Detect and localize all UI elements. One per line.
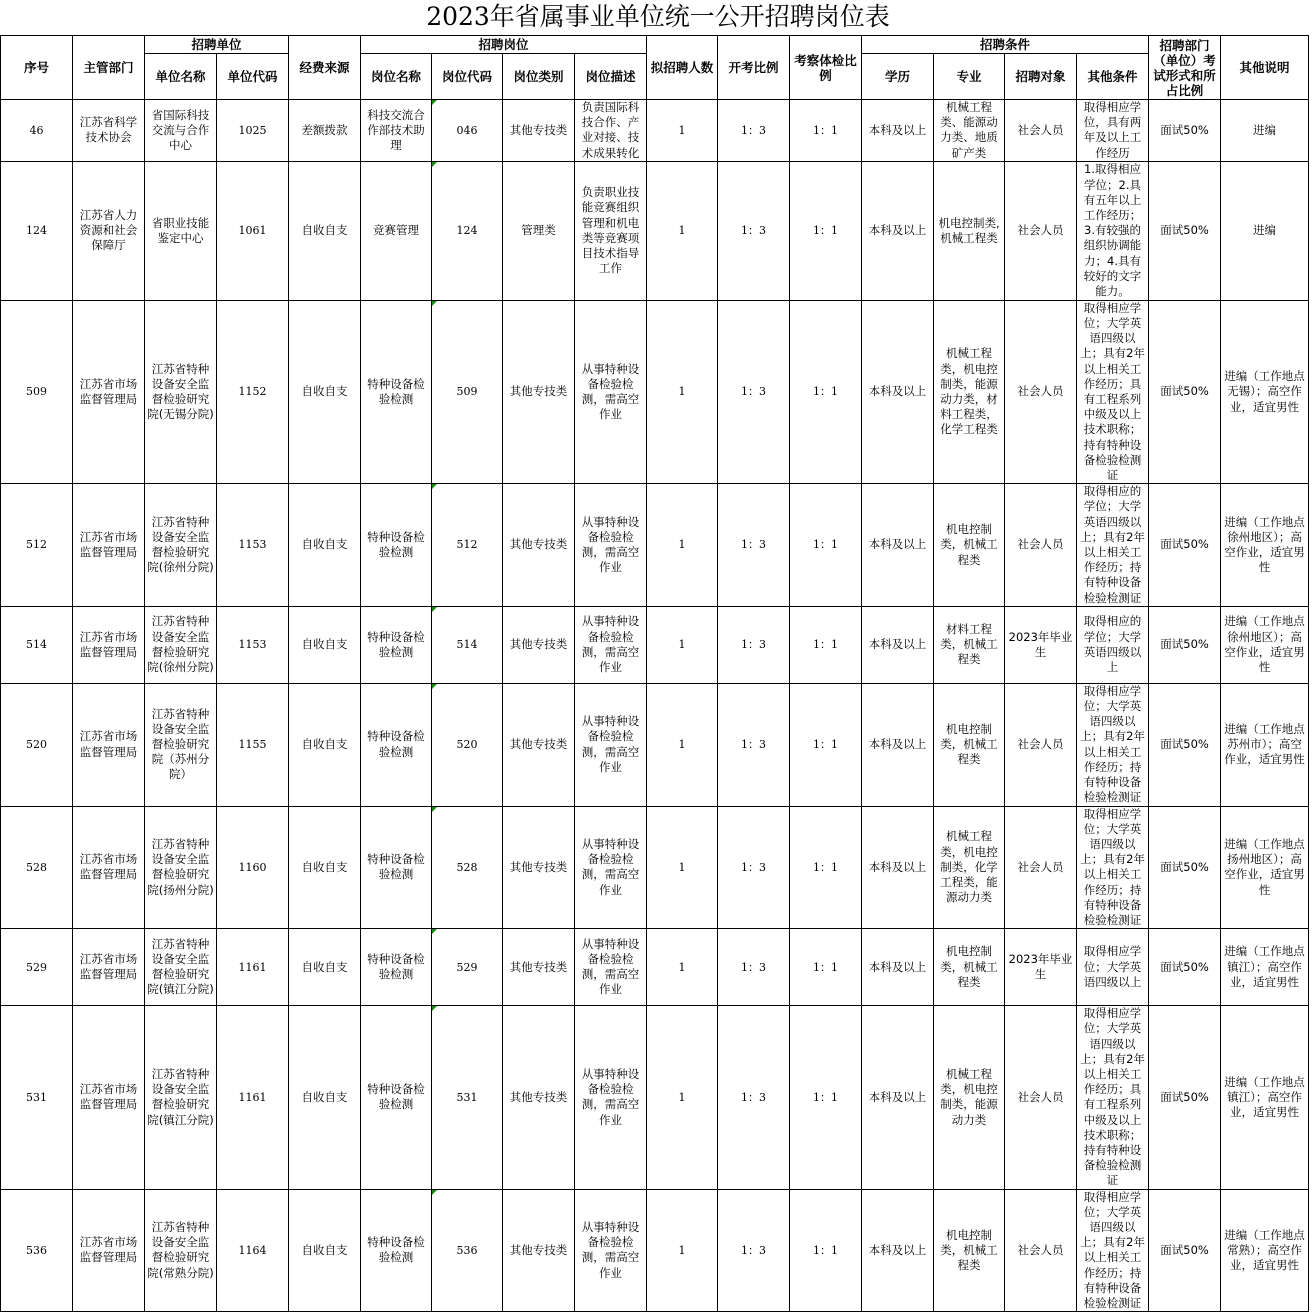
cell-post-code-text: 124: [457, 224, 478, 237]
cell-unit-code: 1153: [217, 606, 289, 683]
cell-check-ratio: 1：1: [790, 806, 862, 929]
header-unit-name: 单位名称: [145, 54, 217, 100]
cell-post-name: 特种设备检验检测: [361, 1189, 432, 1312]
cell-exam-form: 面试50%: [1149, 484, 1221, 607]
cell-major: 材料工程类，机械工程类: [934, 606, 1005, 683]
cell-planned: 1: [647, 100, 718, 162]
cell-major: 机电控制类，机械工程类: [934, 1189, 1005, 1312]
cell-post-name: 特种设备检验检测: [361, 806, 432, 929]
cell-unit-code: 1152: [217, 300, 289, 483]
header-planned: 拟招聘人数: [647, 36, 718, 100]
cell-post-code: [432, 161, 503, 300]
cell-funding: 自收自支: [289, 300, 361, 483]
table-row: [1, 606, 1316, 683]
cell-unit-name: 江苏省特种设备安全监督检验研究院(扬州分院): [145, 806, 217, 929]
cell-planned: 1: [647, 683, 718, 806]
cell-post-name: 竞赛管理: [361, 161, 432, 300]
cell-unit-code: 1161: [217, 929, 289, 1006]
cell-post-code: [432, 484, 503, 607]
header-post-type: 岗位类别: [503, 54, 575, 100]
cell-exam-ratio: 1：3: [718, 161, 790, 300]
cell-post-type: 其他专技类: [503, 1189, 575, 1312]
cell-post-code-text: 520: [457, 738, 478, 751]
cell-post-code-text: 512: [457, 538, 478, 551]
cell-edu: 本科及以上: [862, 1006, 934, 1189]
header-unit-group: 招聘单位: [145, 36, 289, 54]
cell-major: 机械工程类，机电控制类，化学工程类，能源动力类: [934, 806, 1005, 929]
cell-unit-name: 江苏省特种设备安全监督检验研究院(无锡分院): [145, 300, 217, 483]
cell-check-ratio: 1：1: [790, 683, 862, 806]
cell-comment-marker: [432, 484, 437, 489]
cell-edu: 本科及以上: [862, 100, 934, 162]
cell-planned: 1: [647, 1006, 718, 1189]
cell-post-desc: 从事特种设备检验检测，需高空作业: [575, 606, 647, 683]
header-post-desc: 岗位描述: [575, 54, 647, 100]
cell-funding: 自收自支: [289, 161, 361, 300]
cell-dept: 江苏省市场监督管理局: [73, 929, 145, 1006]
cell-unit-name: 省职业技能鉴定中心: [145, 161, 217, 300]
cell-other-cond: 取得相应学位；大学英语四级以上；具有2年以上相关工作经历；具有工程系列中级及以上技术职称；持有特种设备检验检测证: [1077, 1006, 1149, 1189]
cell-remarks: 进编（工作地点镇江）；高空作业，适宜男性: [1221, 929, 1309, 1006]
cell-exam-ratio: 1：3: [718, 100, 790, 162]
cell-post-code-text: 536: [457, 1244, 478, 1257]
cell-target: 社会人员: [1005, 683, 1077, 806]
cell-post-name: 特种设备检验检测: [361, 1006, 432, 1189]
cell-funding: 自收自支: [289, 1189, 361, 1312]
cell-post-desc: 从事特种设备检验检测，需高空作业: [575, 929, 647, 1006]
cell-major: 机电控制类，机械工程类: [934, 683, 1005, 806]
cell-dept: 江苏省人力资源和社会保障厅: [73, 161, 145, 300]
cell-post-name: 特种设备检验检测: [361, 484, 432, 607]
cell-check-ratio: 1：1: [790, 100, 862, 162]
cell-other-cond: 取得相应的学位；大学英语四级以上: [1077, 606, 1149, 683]
cell-post-type: 其他专技类: [503, 606, 575, 683]
cell-post-code: [432, 100, 503, 162]
cell-exam-ratio: 1：3: [718, 1189, 790, 1312]
cell-major: 机械工程类，机电控制类，能源动力类，材料工程类，化学工程类: [934, 300, 1005, 483]
cell-target: 社会人员: [1005, 1189, 1077, 1312]
cell-exam-form: 面试50%: [1149, 1189, 1221, 1312]
cell-check-ratio: 1：1: [790, 929, 862, 1006]
table-row: [1, 100, 1316, 162]
cell-dept: 江苏省市场监督管理局: [73, 606, 145, 683]
cell-remarks: 进编（工作地点徐州地区）；高空作业，适宜男性: [1221, 606, 1309, 683]
cell-unit-code: 1061: [217, 161, 289, 300]
cell-comment-marker: [432, 301, 437, 306]
header-funding: 经费来源: [289, 36, 361, 100]
cell-edu: 本科及以上: [862, 484, 934, 607]
cell-edu: 本科及以上: [862, 806, 934, 929]
cell-post-type: 其他专技类: [503, 929, 575, 1006]
cell-target: 社会人员: [1005, 484, 1077, 607]
cell-comment-marker: [432, 929, 437, 934]
cell-seq: 531: [1, 1006, 73, 1189]
cell-post-name: 科技交流合作部技术助理: [361, 100, 432, 162]
cell-comment-marker: [432, 100, 437, 105]
cell-post-code: [432, 806, 503, 929]
cell-seq: 528: [1, 806, 73, 929]
header-other-cond: 其他条件: [1077, 54, 1149, 100]
cell-exam-form: 面试50%: [1149, 606, 1221, 683]
cell-other-cond: 取得相应学位，具有两年及以上工作经历: [1077, 100, 1149, 162]
cell-remarks: 进编（工作地点常熟）；高空作业，适宜男性: [1221, 1189, 1309, 1312]
cell-seq: 124: [1, 161, 73, 300]
cell-major: 机电控制类，机械工程类: [934, 929, 1005, 1006]
cell-dept: 江苏省市场监督管理局: [73, 806, 145, 929]
cell-planned: 1: [647, 606, 718, 683]
cell-unit-name: 江苏省特种设备安全监督检验研究院(徐州分院): [145, 484, 217, 607]
cell-check-ratio: 1：1: [790, 484, 862, 607]
cell-exam-ratio: 1：3: [718, 683, 790, 806]
cell-target: 社会人员: [1005, 100, 1077, 162]
cell-remarks: 进编（工作地点苏州市）；高空作业，适宜男性: [1221, 683, 1309, 806]
cell-exam-form: 面试50%: [1149, 929, 1221, 1006]
table-row: [1, 1189, 1316, 1312]
cell-post-name: 特种设备检验检测: [361, 606, 432, 683]
cell-target: 社会人员: [1005, 1006, 1077, 1189]
cell-dept: 江苏省市场监督管理局: [73, 484, 145, 607]
cell-planned: 1: [647, 484, 718, 607]
cell-exam-ratio: 1：3: [718, 606, 790, 683]
header-exam-ratio: 开考比例: [718, 36, 790, 100]
header-post-name: 岗位名称: [361, 54, 432, 100]
cell-edu: 本科及以上: [862, 300, 934, 483]
header-exam-form: 招聘部门（单位）考试形式和所占比例: [1149, 36, 1221, 100]
cell-seq: 509: [1, 300, 73, 483]
header-post-group: 招聘岗位: [361, 36, 647, 54]
cell-post-desc: 负责职业技能竞赛组织管理和机电类等竞赛项目技术指导工作: [575, 161, 647, 300]
cell-unit-name: 省国际科技交流与合作中心: [145, 100, 217, 162]
cell-unit-code: 1164: [217, 1189, 289, 1312]
cell-planned: 1: [647, 161, 718, 300]
cell-comment-marker: [432, 607, 437, 612]
cell-post-desc: 从事特种设备检验检测，需高空作业: [575, 806, 647, 929]
cell-exam-form: 面试50%: [1149, 161, 1221, 300]
cell-unit-name: 江苏省特种设备安全监督检验研究院（苏州分院）: [145, 683, 217, 806]
table-row: [1, 300, 1316, 483]
cell-unit-code: 1153: [217, 484, 289, 607]
cell-post-type: 其他专技类: [503, 683, 575, 806]
cell-post-type: 其他专技类: [503, 1006, 575, 1189]
cell-post-type: 其他专技类: [503, 806, 575, 929]
table-body: [1, 100, 1316, 1312]
cell-unit-code: 1161: [217, 1006, 289, 1189]
table-row: [1, 929, 1316, 1006]
cell-post-type: 其他专技类: [503, 100, 575, 162]
cell-planned: 1: [647, 929, 718, 1006]
cell-post-desc: 从事特种设备检验检测，需高空作业: [575, 683, 647, 806]
cell-major: 机械工程类，机电控制类，能源动力类: [934, 1006, 1005, 1189]
cell-comment-marker: [432, 807, 437, 812]
cell-post-type: 管理类: [503, 161, 575, 300]
header-target: 招聘对象: [1005, 54, 1077, 100]
table-header: [1, 36, 1316, 100]
cell-remarks: 进编（工作地点徐州地区）；高空作业，适宜男性: [1221, 484, 1309, 607]
cell-remarks: 进编（工作地点镇江）；高空作业，适宜男性: [1221, 1006, 1309, 1189]
cell-post-code-text: 509: [457, 385, 478, 398]
cell-exam-form: 面试50%: [1149, 1006, 1221, 1189]
cell-check-ratio: 1：1: [790, 1006, 862, 1189]
cell-post-desc: 从事特种设备检验检测，需高空作业: [575, 300, 647, 483]
header-check-ratio: 考察体检比例: [790, 36, 862, 100]
cell-post-code: [432, 929, 503, 1006]
cell-exam-ratio: 1：3: [718, 1006, 790, 1189]
header-dept: 主管部门: [73, 36, 145, 100]
cell-major: 机电控制类,机械工程类: [934, 161, 1005, 300]
cell-unit-code: 1155: [217, 683, 289, 806]
cell-dept: 江苏省市场监督管理局: [73, 1189, 145, 1312]
header-unit-code: 单位代码: [217, 54, 289, 100]
cell-post-code-text: 528: [457, 861, 478, 874]
cell-post-code-text: 514: [457, 638, 478, 651]
header-edu: 学历: [862, 54, 934, 100]
cell-seq: 46: [1, 100, 73, 162]
cell-unit-name: 江苏省特种设备安全监督检验研究院(镇江分院): [145, 1006, 217, 1189]
table-row: [1, 806, 1316, 929]
cell-target: 2023年毕业生: [1005, 929, 1077, 1006]
cell-funding: 自收自支: [289, 929, 361, 1006]
table-row: [1, 161, 1316, 300]
cell-post-name: 特种设备检验检测: [361, 300, 432, 483]
cell-funding: 差额拨款: [289, 100, 361, 162]
cell-post-desc: 从事特种设备检验检测，需高空作业: [575, 1006, 647, 1189]
cell-post-code: [432, 300, 503, 483]
cell-post-code: [432, 1006, 503, 1189]
cell-edu: 本科及以上: [862, 1189, 934, 1312]
cell-dept: 江苏省市场监督管理局: [73, 683, 145, 806]
cell-funding: 自收自支: [289, 484, 361, 607]
header-post-code: 岗位代码: [432, 54, 503, 100]
table-row: [1, 1006, 1316, 1189]
cell-remarks: 进编（工作地点无锡）；高空作业，适宜男性: [1221, 300, 1309, 483]
cell-other-cond: 取得相应学位；大学英语四级以上: [1077, 929, 1149, 1006]
cell-funding: 自收自支: [289, 683, 361, 806]
cell-dept: 江苏省市场监督管理局: [73, 300, 145, 483]
cell-unit-name: 江苏省特种设备安全监督检验研究院(镇江分院): [145, 929, 217, 1006]
cell-post-code-text: 531: [457, 1091, 478, 1104]
cell-major: 机电控制类，机械工程类: [934, 484, 1005, 607]
cell-planned: 1: [647, 806, 718, 929]
cell-post-name: 特种设备检验检测: [361, 929, 432, 1006]
cell-check-ratio: 1：1: [790, 161, 862, 300]
cell-post-name: 特种设备检验检测: [361, 683, 432, 806]
header-remarks: 其他说明: [1221, 36, 1309, 100]
cell-remarks: 进编（工作地点扬州地区）；高空作业，适宜男性: [1221, 806, 1309, 929]
cell-check-ratio: 1：1: [790, 300, 862, 483]
cell-other-cond: 取得相应学位；大学英语四级以上；具有2年以上相关工作经历；持有特种设备检验检测证: [1077, 806, 1149, 929]
cell-planned: 1: [647, 300, 718, 483]
cell-planned: 1: [647, 1189, 718, 1312]
cell-comment-marker: [432, 1190, 437, 1195]
cell-target: 2023年毕业生: [1005, 606, 1077, 683]
cell-edu: 本科及以上: [862, 929, 934, 1006]
cell-post-desc: 从事特种设备检验检测，需高空作业: [575, 484, 647, 607]
cell-exam-form: 面试50%: [1149, 300, 1221, 483]
cell-dept: 江苏省科学技术协会: [73, 100, 145, 162]
cell-post-code-text: 529: [457, 961, 478, 974]
cell-target: 社会人员: [1005, 300, 1077, 483]
cell-post-code: [432, 1189, 503, 1312]
cell-exam-ratio: 1：3: [718, 484, 790, 607]
cell-other-cond: 取得相应学位；大学英语四级以上；具有2年以上相关工作经历；持有特种设备检验检测证: [1077, 1189, 1149, 1312]
cell-seq: 536: [1, 1189, 73, 1312]
cell-exam-ratio: 1：3: [718, 929, 790, 1006]
cell-seq: 520: [1, 683, 73, 806]
cell-post-desc: 负责国际科技合作、产业对接、技术成果转化: [575, 100, 647, 162]
cell-unit-code: 1160: [217, 806, 289, 929]
cell-funding: 自收自支: [289, 806, 361, 929]
cell-comment-marker: [432, 162, 437, 167]
recruitment-table: [0, 35, 1316, 1312]
cell-post-code-text: 046: [457, 124, 478, 137]
cell-post-type: 其他专技类: [503, 300, 575, 483]
cell-edu: 本科及以上: [862, 161, 934, 300]
table-row: [1, 484, 1316, 607]
cell-exam-form: 面试50%: [1149, 100, 1221, 162]
cell-comment-marker: [432, 1006, 437, 1011]
cell-comment-marker: [432, 684, 437, 689]
cell-exam-ratio: 1：3: [718, 300, 790, 483]
cell-check-ratio: 1：1: [790, 606, 862, 683]
cell-other-cond: 取得相应的学位；大学英语四级以上；具有2年以上相关工作经历；持有特种设备检验检测证: [1077, 484, 1149, 607]
cell-target: 社会人员: [1005, 161, 1077, 300]
cell-unit-code: 1025: [217, 100, 289, 162]
cell-post-code: [432, 683, 503, 806]
cell-check-ratio: 1：1: [790, 1189, 862, 1312]
cell-unit-name: 江苏省特种设备安全监督检验研究院(常熟分院): [145, 1189, 217, 1312]
cell-remarks: 进编: [1221, 100, 1309, 162]
cell-other-cond: 取得相应学位；大学英语四级以上；具有2年以上相关工作经历；具有工程系列中级及以上技术职称；持有特种设备检验检测证: [1077, 300, 1149, 483]
cell-seq: 529: [1, 929, 73, 1006]
cell-post-code: [432, 606, 503, 683]
cell-seq: 514: [1, 606, 73, 683]
header-major: 专业: [934, 54, 1005, 100]
cell-funding: 自收自支: [289, 1006, 361, 1189]
document-title: 2023年省属事业单位统一公开招聘岗位表: [0, 0, 1316, 34]
cell-remarks: 进编: [1221, 161, 1309, 300]
cell-post-type: 其他专技类: [503, 484, 575, 607]
cell-seq: 512: [1, 484, 73, 607]
cell-edu: 本科及以上: [862, 683, 934, 806]
cell-target: 社会人员: [1005, 806, 1077, 929]
cell-exam-form: 面试50%: [1149, 683, 1221, 806]
cell-other-cond: 1.取得相应学位；2.具有五年以上工作经历；3.有较强的组织协调能力；4.具有较好的文字能力。: [1077, 161, 1149, 300]
table-row: [1, 683, 1316, 806]
cell-other-cond: 取得相应学位；大学英语四级以上；具有2年以上相关工作经历；持有特种设备检验检测证: [1077, 683, 1149, 806]
cell-post-desc: 从事特种设备检验检测，需高空作业: [575, 1189, 647, 1312]
cell-funding: 自收自支: [289, 606, 361, 683]
cell-exam-ratio: 1：3: [718, 806, 790, 929]
cell-exam-form: 面试50%: [1149, 806, 1221, 929]
header-cond-group: 招聘条件: [862, 36, 1149, 54]
cell-dept: 江苏省市场监督管理局: [73, 1006, 145, 1189]
cell-unit-name: 江苏省特种设备安全监督检验研究院(徐州分院): [145, 606, 217, 683]
cell-major: 机械工程类、能源动力类、地质矿产类: [934, 100, 1005, 162]
cell-edu: 本科及以上: [862, 606, 934, 683]
header-seq: 序号: [1, 36, 73, 100]
